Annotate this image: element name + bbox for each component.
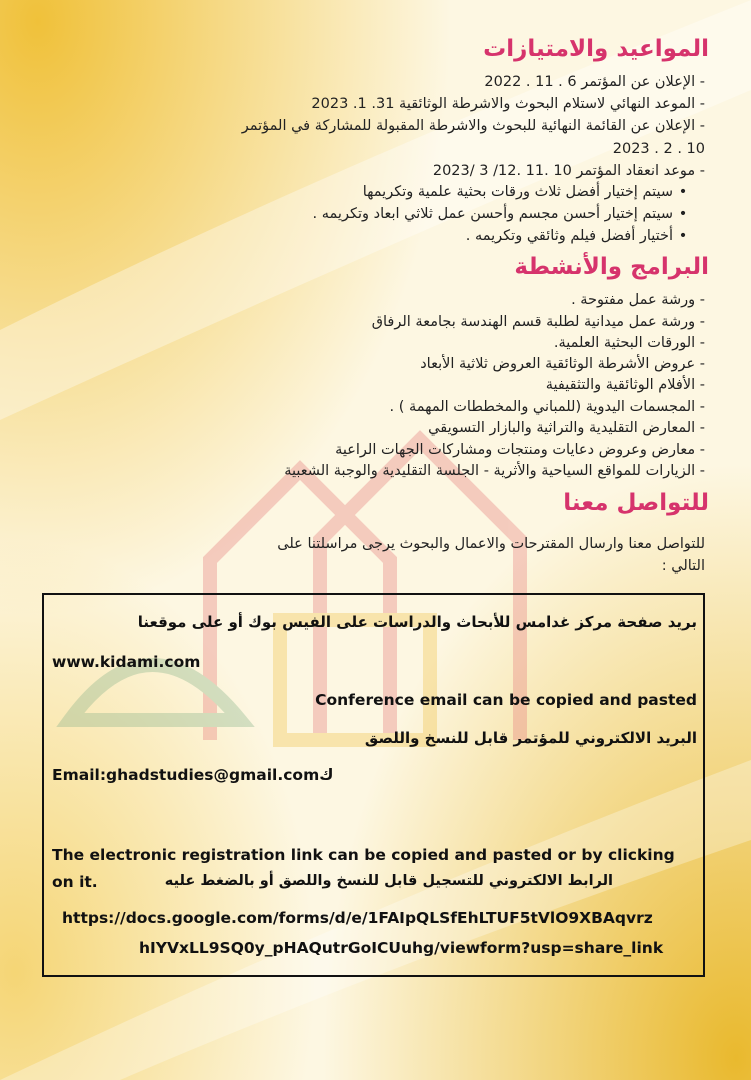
program-item: - عروض الأشرطة الوثائقية العروض ثلاثية الأبعاد — [420, 356, 705, 372]
email-copy-note-ar: البريد الالكتروني للمؤتمر قابل للنسخ واللصق — [364, 729, 697, 747]
registration-note-en-cont: on it. — [52, 873, 98, 891]
date-item-conference-date: - موعد انعقاد المؤتمر 10 .11 .12/ 3 /2023 — [432, 163, 705, 179]
program-item: - ورشة عمل مفتوحة . — [571, 292, 705, 308]
contact-heading: للتواصل معنا — [563, 490, 709, 516]
date-item-announcement: - الإعلان عن المؤتمر 6 . 11 . 2022 — [484, 74, 705, 90]
programs-heading: البرامج والأنشطة — [514, 254, 709, 280]
registration-note-ar: الرابط الالكتروني للتسجيل قابل للنسخ واللصق أو بالضغط عليه — [164, 873, 613, 889]
program-item: - المجسمات اليدوية (للمباني والمخططات المهمة ) . — [389, 399, 705, 415]
date-item-submission-deadline: - الموعد النهائي لاستلام البحوث والاشرطة الوثائقية 31. 1. 2023 — [311, 96, 705, 112]
contact-info-box — [42, 593, 705, 977]
conference-email[interactable]: Email:ghadstudies@gmail.comك — [52, 766, 334, 784]
registration-link-line2[interactable]: hIYVxLL9SQ0y_pHAQutrGoICUuhg/viewform?usp=share_link — [139, 939, 664, 957]
registration-note-en: The electronic registration link can be copied and pasted or by clicking — [52, 846, 675, 864]
facebook-page-line: بريد صفحة مركز غدامس للأبحاث والدراسات على الفيس بوك أو على موقعنا — [137, 613, 697, 631]
date-item-final-list-date: 10 . 2 . 2023 — [612, 141, 705, 157]
website-link[interactable]: www.kidami.com — [52, 653, 201, 671]
program-item: - الأفلام الوثائقية والتثقيفية — [545, 377, 705, 393]
award-bullet-film: • أختيار أفضل فيلم وثائقي وتكريمه . — [466, 226, 693, 246]
dates-heading: المواعيد والامتيازات — [483, 36, 709, 62]
program-item: - الزيارات للمواقع السياحية والأثرية - الجلسة التقليدية والوجبة الشعبية — [284, 463, 705, 479]
award-bullet-papers: • سيتم إختيار أفضل ثلاث ورقات بحثية علمية وتكريمها — [363, 182, 693, 202]
program-item: - المعارض التقليدية والتراثية والبازار التسويقي — [428, 420, 705, 436]
registration-link-line1[interactable]: https://docs.google.com/forms/d/e/1FAIpQLSfEhLTUF5tVlO9XBAqvrz — [62, 909, 653, 927]
award-bullet-model: • سيتم إختيار أحسن مجسم وأحسن عمل ثلاثي ابعاد وتكريمه . — [313, 204, 693, 224]
contact-intro: للتواصل معنا وارسال المقترحات والاعمال والبحوث يرجى مراسلتنا على — [277, 536, 705, 552]
email-copy-note-en: Conference email can be copied and pasted — [315, 691, 697, 709]
program-item: - ورشة عمل ميدانية لطلبة قسم الهندسة بجامعة الرفاق — [371, 314, 705, 330]
date-item-final-list: - الإعلان عن القائمة النهائية للبحوث والاشرطة المقبولة للمشاركة في المؤتمر — [241, 118, 705, 134]
program-item: - معارض وعروض دعايات ومنتجات ومشاركات الجهات الراعية — [335, 442, 705, 458]
contact-intro-cont: التالي : — [661, 558, 705, 574]
program-item: - الورقات البحثية العلمية. — [553, 335, 705, 351]
